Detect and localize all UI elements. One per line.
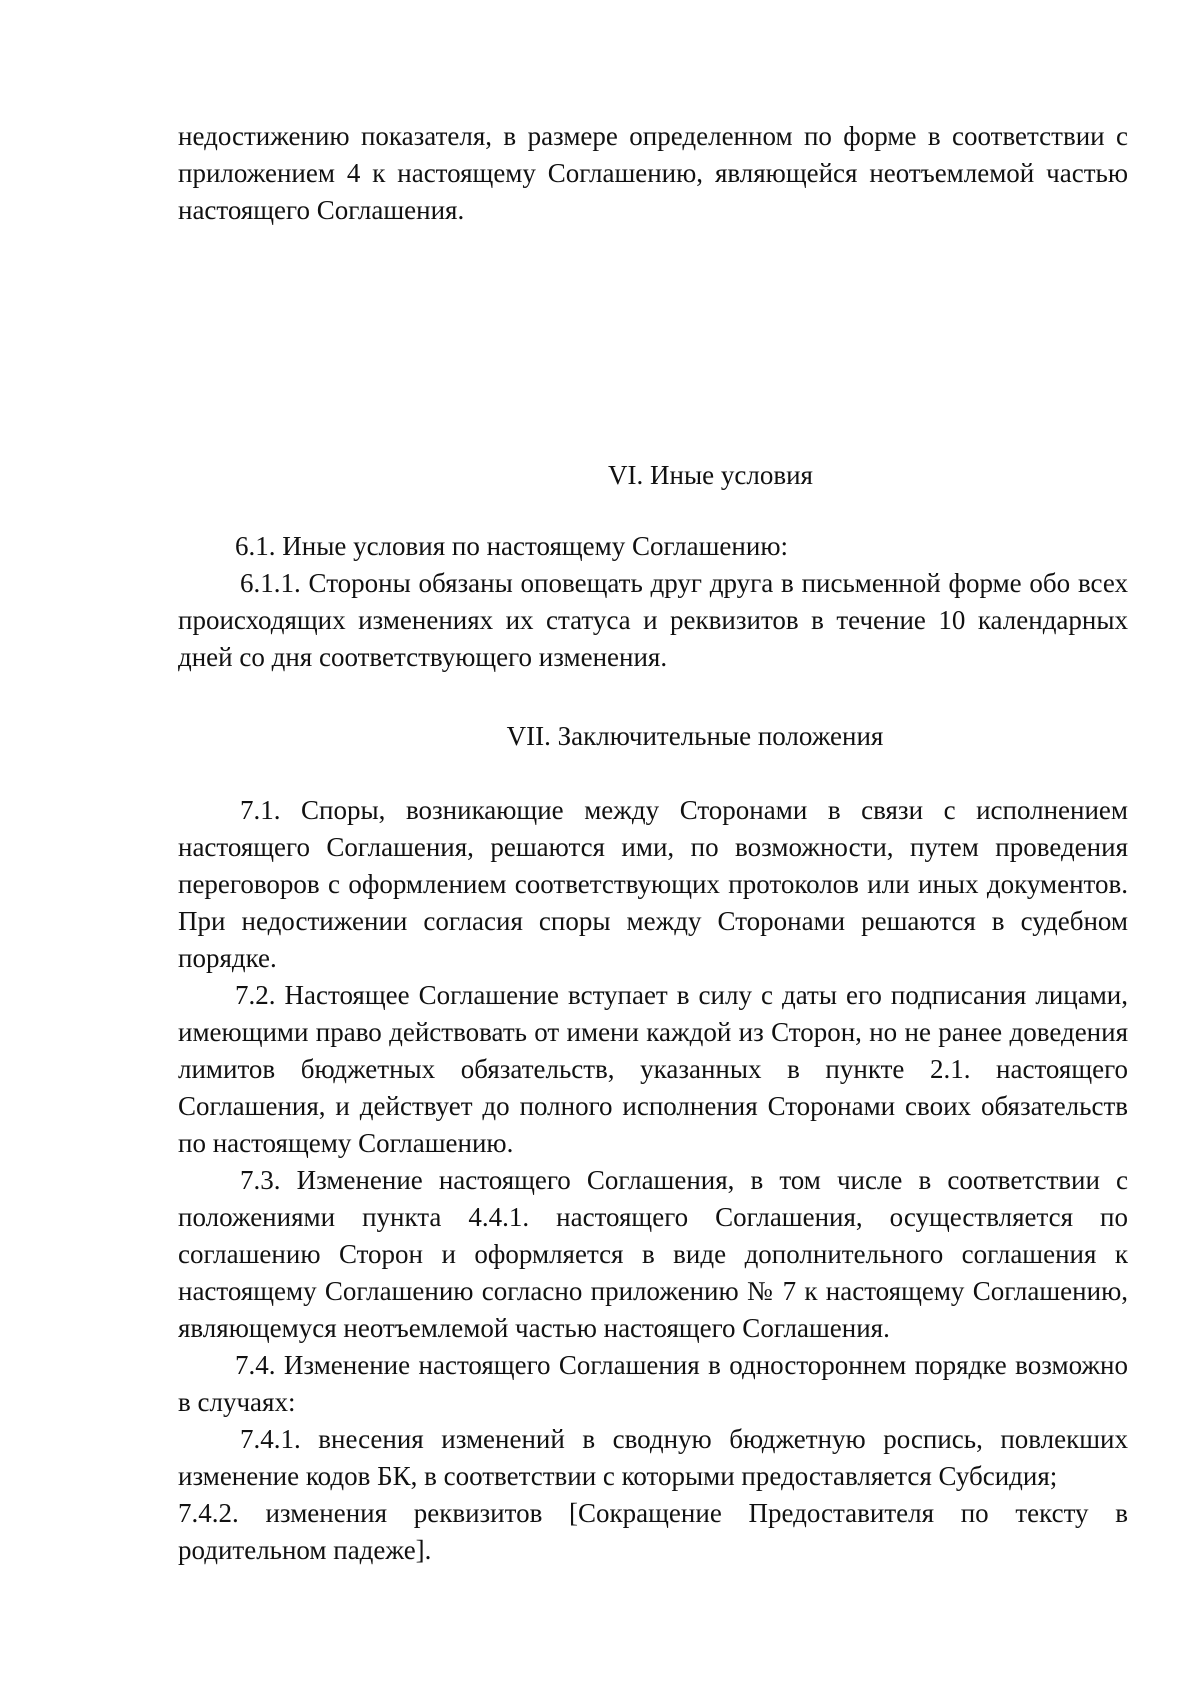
paragraph-7-2: 7.2. Настоящее Соглашение вступает в силу с даты его подписания лицами, имеющими право действовать от имени каждой из Сторон, но не ранее доведения лимитов бюджетных обязательств, указанных в пункте 2.1. настоящего Соглашения, и действует до полного исполнения Сторонами своих обязательств по настоящему Соглашению. [178,980,1128,1158]
section-7-heading: VII. Заключительные положения [506,721,884,751]
intro-paragraph-block [178,118,1128,229]
paragraph-7-4: 7.4. Изменение настоящего Соглашения в одностороннем порядке возможно в случаях: [178,1350,1128,1417]
section-7-body [178,792,1128,1569]
paragraph-6-1: 6.1. Иные условия по настоящему Соглашению: [235,531,788,561]
paragraph-6-1-1: 6.1.1. Стороны обязаны оповещать друг друга в письменной форме обо всех происходящих изменениях их статуса и реквизитов в течение 10 календарных дней со дня соответствующего изменения. [178,568,1128,672]
paragraph-7-4-1: 7.4.1. внесения изменений в сводную бюджетную роспись, повлекших изменение кодов БК, в соответствии с которыми предоставляется Субсидия; [178,1424,1128,1491]
paragraph-7-1: 7.1. Споры, возникающие между Сторонами в связи с исполнением настоящего Соглашения, решаются ими, по возможности, путем проведения переговоров с оформлением соответствующих протоколов или иных документов. При недостижении согласия споры между Сторонами решаются в судебном порядке. [178,795,1128,973]
paragraph-7-4-2: 7.4.2. изменения реквизитов [Сокращение Предоставителя по тексту в родительном падеже]. [178,1498,1128,1565]
section-6-body [178,528,1128,676]
section-6-heading: VI. Иные условия [608,460,813,490]
intro-paragraph: недостижению показателя, в размере определенном по форме в соответствии с приложением 4 к настоящему Соглашению, являющейся неотъемлемой частью настоящего Соглашения. [178,121,1128,225]
paragraph-7-3: 7.3. Изменение настоящего Соглашения, в том числе в соответствии с положениями пункта 4.4.1. настоящего Соглашения, осуществляется по соглашению Сторон и оформляется в виде дополнительного соглашения к настоящему Соглашению согласно приложению № 7 к настоящему Соглашению, являющемуся неотъемлемой частью настоящего Соглашения. [178,1165,1128,1343]
